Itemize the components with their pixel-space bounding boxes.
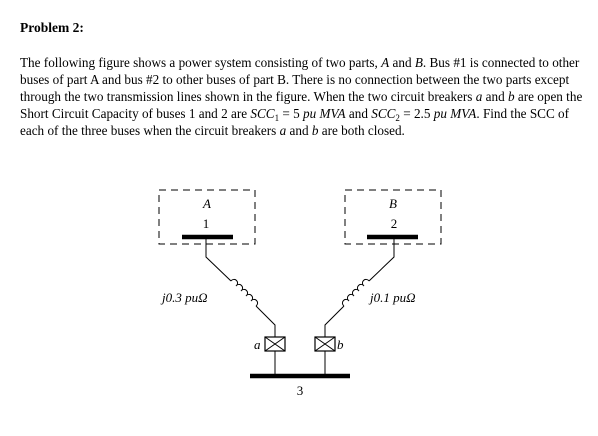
scc2-value: = 2.5 — [399, 106, 434, 121]
line-2-inductor — [342, 279, 369, 306]
scc2-unit: pu MVA — [433, 106, 477, 121]
bus-1-label: 1 — [202, 216, 210, 231]
problem-heading: Problem 2: — [20, 20, 84, 35]
scc2-subscript: 2 — [395, 113, 400, 123]
text-segment: and — [286, 123, 312, 138]
text-segment: . Find the SCC of each of the three buses when the circuit breakers — [20, 106, 570, 138]
breaker-b-label: b — [337, 337, 344, 352]
part-b-ref: B — [414, 55, 423, 70]
scc2-symbol: SCC — [371, 106, 396, 121]
breaker-a-label: a — [254, 337, 261, 352]
line-2-conductor-lower — [325, 306, 344, 337]
text-segment: . Bus #1 is connected to other buses of part A and bus #2 to other buses of part B. There is no connection between the two parts except through the two transmission lines shown in the figure. When the two circuit breakers — [20, 55, 580, 104]
bus-2-label: 2 — [390, 216, 398, 231]
part-a-label: A — [203, 196, 211, 211]
breaker-b-ref: b — [311, 123, 319, 138]
text-segment: are both closed. — [318, 123, 405, 138]
scc1-unit: pu MVA — [302, 106, 346, 121]
line-1-impedance-label: j0.3 puΩ — [162, 290, 208, 305]
bus-3-label: 3 — [296, 383, 304, 398]
breaker-b — [315, 337, 335, 351]
breaker-a-ref: a — [279, 123, 287, 138]
scc1-value: = 5 — [279, 106, 303, 121]
line-1-inductor — [231, 279, 258, 306]
text-segment: are open the Short Circuit Capacity of buses 1 and 2 are — [20, 89, 583, 121]
scc1-subscript: 1 — [274, 113, 280, 123]
part-a-ref: A — [381, 55, 390, 70]
breaker-a — [265, 337, 285, 351]
text-segment: and — [482, 89, 508, 104]
line-1-conductor-lower — [256, 306, 275, 337]
part-b-label: B — [389, 196, 397, 211]
text-segment: and — [389, 55, 415, 70]
text-segment: and — [345, 106, 372, 121]
scc1-symbol: SCC — [250, 106, 275, 121]
breaker-a-ref: a — [475, 89, 483, 104]
line-2-impedance-label: j0.1 puΩ — [370, 290, 416, 305]
breaker-b-ref: b — [507, 89, 515, 104]
text-segment: The following figure shows a power system consisting of two parts, — [20, 55, 382, 70]
